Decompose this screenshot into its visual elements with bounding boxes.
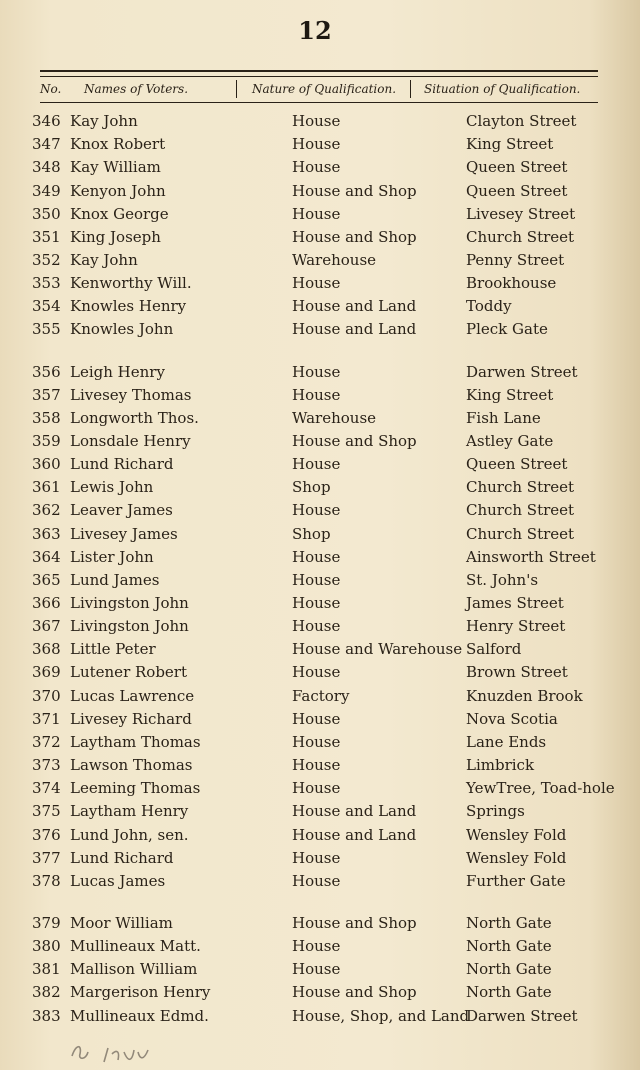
- qualification-situation: Springs: [466, 802, 525, 821]
- qualification-nature: House: [292, 663, 341, 682]
- voter-row: [0, 499, 640, 521]
- voter-row: [0, 476, 640, 498]
- voter-row: [0, 361, 640, 383]
- voter-name: Knox George: [70, 204, 169, 223]
- voter-row: [0, 685, 640, 707]
- voter-name: Knowles John: [70, 320, 174, 339]
- qualification-nature: House and Shop: [292, 181, 417, 200]
- qualification-situation: James Street: [466, 594, 564, 612]
- qualification-nature: House and Shop: [292, 913, 417, 932]
- voter-number: 356: [32, 362, 61, 381]
- qualification-nature: House: [292, 594, 341, 612]
- qualification-situation: Pleck Gate: [466, 320, 548, 339]
- voter-number: 357: [32, 385, 61, 404]
- qualification-situation: Salford: [466, 640, 522, 659]
- qualification-situation: North Gate: [466, 960, 552, 979]
- voter-name: Mullineaux Edmd.: [70, 1006, 209, 1025]
- voter-number: 350: [32, 204, 61, 223]
- voter-name: Little Peter: [70, 640, 156, 659]
- qualification-nature: House: [292, 362, 341, 381]
- qualification-nature: House and Shop: [292, 983, 417, 1002]
- qualification-nature: House, Shop, and Land: [292, 1006, 470, 1025]
- qualification-nature: House: [292, 937, 341, 956]
- header-rule-top: [40, 70, 598, 77]
- voter-name: Kay William: [70, 158, 161, 177]
- voter-name: Livingston John: [70, 617, 189, 636]
- voter-number: 373: [32, 756, 61, 774]
- voter-number: 352: [32, 250, 61, 269]
- voter-name: Livesey Thomas: [70, 385, 192, 404]
- qualification-situation: Wensley Fold: [466, 825, 567, 844]
- voter-name: Kay John: [70, 250, 138, 269]
- header-no: No.: [40, 82, 62, 96]
- qualification-situation: Ainsworth Street: [466, 547, 596, 566]
- voter-row: [0, 546, 640, 568]
- voter-number: 347: [32, 135, 61, 154]
- voter-name: Laytham Henry: [70, 802, 189, 821]
- voter-name: Lucas James: [70, 871, 166, 890]
- voter-number: 351: [32, 227, 61, 246]
- qualification-nature: House: [292, 732, 341, 751]
- voter-name: Knowles Henry: [70, 297, 187, 316]
- voter-name: Lister John: [70, 547, 154, 566]
- qualification-situation: Clayton Street: [466, 112, 577, 130]
- voter-number: 368: [32, 640, 61, 659]
- qualification-nature: House and Land: [292, 802, 417, 821]
- voter-name: Lewis John: [70, 478, 154, 497]
- voter-name: Lutener Robert: [70, 663, 188, 682]
- voter-row: [0, 870, 640, 892]
- voter-row: [0, 847, 640, 869]
- voter-row: [0, 981, 640, 1003]
- qualification-situation: Nova Scotia: [466, 709, 558, 728]
- qualification-situation: King Street: [466, 385, 554, 404]
- qualification-nature: House: [292, 848, 341, 867]
- qualification-nature: House: [292, 455, 341, 474]
- voter-row: [0, 203, 640, 225]
- header-rule-bottom: [40, 102, 598, 103]
- qualification-situation: Queen Street: [466, 158, 568, 177]
- voter-row: [0, 731, 640, 753]
- voter-number: 361: [32, 478, 61, 497]
- voter-row: [0, 180, 640, 202]
- voter-name: Moor William: [70, 913, 173, 932]
- voter-number: 371: [32, 709, 61, 728]
- qualification-situation: YewTree, Toad-hole: [466, 779, 615, 798]
- qualification-situation: Church Street: [466, 524, 575, 543]
- voter-row: [0, 430, 640, 452]
- qualification-situation: Brookhouse: [466, 274, 557, 293]
- qualification-situation: Henry Street: [466, 617, 566, 636]
- voter-row: [0, 226, 640, 248]
- voter-name: Lund Richard: [70, 848, 174, 867]
- column-separator: [410, 80, 411, 98]
- voter-number: 365: [32, 570, 61, 589]
- voter-name: Livesey James: [70, 524, 178, 543]
- qualification-situation: Church Street: [466, 501, 575, 520]
- qualification-nature: House: [292, 204, 341, 223]
- voter-number: 355: [32, 320, 61, 339]
- qualification-nature: House: [292, 570, 341, 589]
- qualification-situation: Church Street: [466, 478, 575, 497]
- voter-name: Leeming Thomas: [70, 779, 201, 798]
- qualification-situation: Darwen Street: [466, 362, 578, 381]
- qualification-nature: House: [292, 385, 341, 404]
- header-names: Names of Voters.: [84, 82, 189, 96]
- qualification-nature: Warehouse: [292, 408, 377, 427]
- qualification-nature: House: [292, 779, 341, 798]
- voter-row: [0, 1005, 640, 1027]
- voter-number: 376: [32, 825, 61, 844]
- voter-row: [0, 110, 640, 132]
- voter-number: 346: [32, 112, 61, 130]
- qualification-situation: Toddy: [466, 297, 512, 316]
- voter-number: 359: [32, 431, 61, 450]
- qualification-nature: House and Shop: [292, 227, 417, 246]
- voter-name: Lund James: [70, 570, 160, 589]
- qualification-nature: House and Shop: [292, 431, 417, 450]
- voter-number: 377: [32, 848, 61, 867]
- qualification-situation: King Street: [466, 135, 554, 154]
- voter-name: Lawson Thomas: [70, 756, 193, 774]
- voter-row: [0, 592, 640, 614]
- qualification-situation: Brown Street: [466, 663, 568, 682]
- voter-number: 353: [32, 274, 61, 293]
- voter-row: [0, 958, 640, 980]
- voter-name: Mullineaux Matt.: [70, 937, 201, 956]
- voter-name: Laytham Thomas: [70, 732, 201, 751]
- page-number: 12: [298, 16, 332, 45]
- voter-number: 364: [32, 547, 61, 566]
- qualification-nature: Warehouse: [292, 250, 377, 269]
- voter-name: Lund John, sen.: [70, 825, 189, 844]
- voter-row: [0, 453, 640, 475]
- qualification-nature: House: [292, 960, 341, 979]
- voter-row: [0, 615, 640, 637]
- qualification-nature: House: [292, 274, 341, 293]
- voter-name: King Joseph: [70, 227, 161, 246]
- voter-name: Kenworthy Will.: [70, 274, 192, 293]
- voter-number: 363: [32, 524, 61, 543]
- pencil-scribble-icon: [68, 1040, 178, 1064]
- qualification-situation: St. John's: [466, 570, 539, 589]
- qualification-situation: Lane Ends: [466, 732, 547, 751]
- voter-row: [0, 156, 640, 178]
- voter-number: 383: [32, 1006, 61, 1025]
- voter-name: Margerison Henry: [70, 983, 211, 1002]
- voter-name: Leaver James: [70, 501, 173, 520]
- qualification-situation: Astley Gate: [466, 431, 554, 450]
- voter-number: 379: [32, 913, 61, 932]
- header-nature: Nature of Qualification.: [252, 82, 397, 96]
- qualification-nature: House: [292, 756, 341, 774]
- voter-row: [0, 661, 640, 683]
- qualification-situation: Church Street: [466, 227, 575, 246]
- voter-row: [0, 249, 640, 271]
- qualification-nature: Shop: [292, 524, 331, 543]
- handwritten-mark: [68, 1040, 178, 1069]
- voter-name: Longworth Thos.: [70, 408, 199, 427]
- voter-number: 380: [32, 937, 61, 956]
- voter-row: [0, 295, 640, 317]
- qualification-nature: House: [292, 617, 341, 636]
- qualification-situation: North Gate: [466, 937, 552, 956]
- voter-row: [0, 708, 640, 730]
- voter-row: [0, 384, 640, 406]
- qualification-situation: Fish Lane: [466, 408, 541, 427]
- voter-row: [0, 800, 640, 822]
- voter-row: [0, 407, 640, 429]
- voter-row: [0, 638, 640, 660]
- voter-name: Knox Robert: [70, 135, 166, 154]
- voter-number: 378: [32, 871, 61, 890]
- qualification-nature: House: [292, 547, 341, 566]
- voter-name: Livesey Richard: [70, 709, 192, 728]
- qualification-nature: Factory: [292, 686, 350, 705]
- voter-row: [0, 133, 640, 155]
- voter-name: Kay John: [70, 112, 138, 130]
- qualification-nature: House and Land: [292, 825, 417, 844]
- qualification-nature: House: [292, 112, 341, 130]
- voter-row: [0, 569, 640, 591]
- voter-name: Leigh Henry: [70, 362, 165, 381]
- qualification-situation: North Gate: [466, 983, 552, 1002]
- voter-number: 369: [32, 663, 61, 682]
- qualification-nature: House: [292, 709, 341, 728]
- qualification-nature: House and Land: [292, 297, 417, 316]
- voter-number: 372: [32, 732, 61, 751]
- qualification-situation: Queen Street: [466, 455, 568, 474]
- qualification-situation: Queen Street: [466, 181, 568, 200]
- qualification-nature: House and Land: [292, 320, 417, 339]
- voter-row: [0, 318, 640, 340]
- voter-number: 349: [32, 181, 61, 200]
- column-separator: [236, 80, 237, 98]
- voter-row: [0, 777, 640, 799]
- voter-row: [0, 912, 640, 934]
- qualification-nature: House and Warehouse: [292, 640, 463, 659]
- qualification-nature: House: [292, 135, 341, 154]
- qualification-situation: Livesey Street: [466, 204, 576, 223]
- voter-number: 370: [32, 686, 61, 705]
- voter-number: 358: [32, 408, 61, 427]
- voter-name: Mallison William: [70, 960, 198, 979]
- qualification-situation: Wensley Fold: [466, 848, 567, 867]
- qualification-nature: Shop: [292, 478, 331, 497]
- qualification-nature: House: [292, 501, 341, 520]
- voter-number: 382: [32, 983, 61, 1002]
- voter-number: 348: [32, 158, 61, 177]
- voter-number: 375: [32, 802, 61, 821]
- voter-number: 362: [32, 501, 61, 520]
- qualification-situation: Knuzden Brook: [466, 686, 583, 705]
- voter-number: 360: [32, 455, 61, 474]
- voter-name: Livingston John: [70, 594, 189, 612]
- voter-number: 381: [32, 960, 61, 979]
- qualification-situation: Darwen Street: [466, 1006, 578, 1025]
- voter-number: 374: [32, 779, 61, 798]
- voter-number: 366: [32, 594, 61, 612]
- voter-name: Lucas Lawrence: [70, 686, 195, 705]
- voter-name: Lonsdale Henry: [70, 431, 191, 450]
- voter-row: [0, 824, 640, 846]
- voter-number: 354: [32, 297, 61, 316]
- qualification-situation: Limbrick: [466, 756, 535, 774]
- qualification-situation: North Gate: [466, 913, 552, 932]
- header-situation: Situation of Qualification.: [424, 82, 581, 96]
- qualification-nature: House: [292, 158, 341, 177]
- voter-number: 367: [32, 617, 61, 636]
- voter-name: Lund Richard: [70, 455, 174, 474]
- voter-row: [0, 935, 640, 957]
- column-header-row: [40, 80, 598, 100]
- voter-row: [0, 272, 640, 294]
- voter-name: Kenyon John: [70, 181, 166, 200]
- voter-row: [0, 523, 640, 545]
- qualification-situation: Penny Street: [466, 250, 565, 269]
- qualification-nature: House: [292, 871, 341, 890]
- voter-row: [0, 754, 640, 776]
- qualification-situation: Further Gate: [466, 871, 566, 890]
